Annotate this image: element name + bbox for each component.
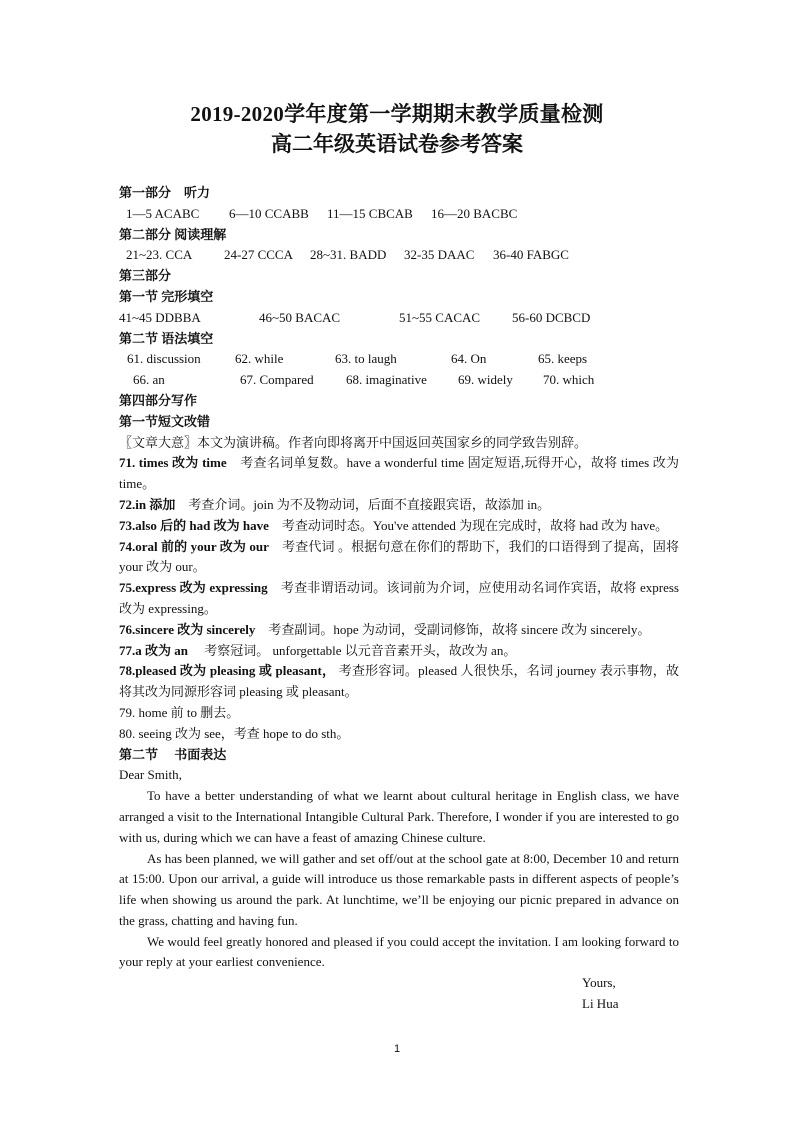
grammar-answer: 69. widely <box>458 372 513 388</box>
correction-item: 79. home 前 to 删去。 <box>119 704 240 720</box>
answer-group: 46~50 BACAC <box>259 309 341 325</box>
correction-key: 77.a 改为 an <box>119 642 188 658</box>
grammar-answer: 63. to laugh <box>335 351 397 367</box>
answer-group: 36-40 FABGC <box>493 247 569 263</box>
passage-summary: 〖文章大意〗本文为演讲稿。作者向即将离开中国返回英国家乡的同学致告别辞。 <box>119 434 588 450</box>
letter-paragraph: We would feel greatly honored and pleased if you could accept the invitation. I am looking forward to your reply at your earliest convenience. <box>119 933 679 970</box>
correction-explanation: 考查形容词。pleased 人很快乐，名词 journey 表示事物，故将其改为同源形容词 pleasing 或 pleasant。 <box>119 663 679 700</box>
correction-explanation: 考查介词。join 为不及物动词，后面不直接跟宾语，故添加 in。 <box>175 496 551 512</box>
correction-item: 80. seeing 改为 see，考查 hope to do sth。 <box>119 725 350 741</box>
part3-sec2-heading: 第二节 语法填空 <box>119 330 214 346</box>
part2-heading: 第二部分 阅读理解 <box>119 226 227 242</box>
grammar-answer: 70. which <box>543 372 595 388</box>
part1-heading: 第一部分 听力 <box>119 185 211 200</box>
grammar-answer: 65. keeps <box>538 351 588 367</box>
correction-item <box>119 495 679 516</box>
grammar-answer: 64. On <box>451 351 487 367</box>
part4-sec2-heading: 第二节 书面表达 <box>119 746 227 762</box>
correction-explanation: 考查副词。hope 为动词，受副词修饰，故将 sincere 改为 sincerely。 <box>255 621 651 637</box>
correction-item <box>119 516 679 537</box>
answer-group: 1—5 ACABC <box>126 205 200 221</box>
correction-key: 78.pleased 改为 pleasing 或 pleasant， <box>119 663 336 679</box>
correction-key: 76.sincere 改为 sincerely <box>119 621 256 637</box>
answer-group: 56-60 DCBCD <box>512 309 591 325</box>
doc-subtitle: 高二年级英语试卷参考答案 <box>271 131 523 156</box>
grammar-row-1 <box>119 349 679 370</box>
part3-heading: 第三部分 <box>119 268 172 284</box>
answer-group: 32-35 DAAC <box>404 247 475 263</box>
grammar-answer: 66. an <box>133 372 165 388</box>
letter-paragraph: To have a better understanding of what we learnt about cultural heritage in English class, we have arranged a visit to the International Intangible Cultural Park. Therefore, I wonder if you are interested to go with us, during which we can have a feast of amazing Chinese culture. <box>119 788 679 845</box>
correction-key: 74.oral 前的 your 改为 our <box>119 538 269 554</box>
correction-explanation: 考查动词时态。You've attended 为现在完成时，故将 had 改为 have。 <box>268 517 669 533</box>
grammar-answer: 62. while <box>235 351 284 367</box>
answer-group: 11—15 CBCAB <box>327 205 413 221</box>
grammar-row-2 <box>119 370 679 391</box>
letter-greeting: Dear Smith, <box>119 767 182 783</box>
answer-group: 51~55 CACAC <box>399 309 481 325</box>
answer-group: 24-27 CCCA <box>224 247 293 263</box>
part3-sec1-answers <box>119 308 679 329</box>
correction-item <box>119 578 679 620</box>
correction-item <box>119 641 679 662</box>
grammar-answer: 67. Compared <box>240 372 314 388</box>
letter-closing: Yours, <box>582 975 616 991</box>
answer-group: 28~31. BADD <box>310 247 387 263</box>
part3-sec1-heading: 第一节 完形填空 <box>119 288 214 304</box>
correction-key: 73.also 后的 had 改为 have <box>119 517 269 533</box>
answer-group: 41~45 DDBBA <box>119 309 201 325</box>
correction-explanation: 考查非谓语动词。该词前为介词，应使用动名词作宾语，故将 express 改为 expressing。 <box>119 580 679 616</box>
correction-explanation: 考察冠词。 unforgettable 以元音音素开头，故改为 an。 <box>187 642 517 658</box>
letter-paragraph: As has been planned, we will gather and set off/out at the school gate at 8:00, December 10 and return at 15:00. Upon our arrival, a guide will introduce us those remarkable pasts in different aspects of people’s life when showing us around the park. At lunchtime, we’ll be enjoying our picnic prepared in advance on the grass, chatting and having fun. <box>119 850 679 928</box>
correction-item <box>119 537 679 579</box>
correction-item <box>119 620 679 641</box>
correction-item <box>119 661 679 703</box>
correction-key: 75.express 改为 expressing <box>119 580 268 596</box>
answer-group: 6—10 CCABB <box>229 205 309 221</box>
correction-explanation: 考查代词 。根据句意在你们的帮助下，我们的口语得到了提高，固将 your 改为 our。 <box>119 538 679 575</box>
answer-body <box>119 183 679 1015</box>
part4-sec1-heading: 第一节短文改错 <box>119 413 211 429</box>
correction-key: 71. times 改为 time <box>119 455 227 471</box>
correction-item <box>119 453 679 495</box>
doc-title: 2019-2020学年度第一学期期末教学质量检测 <box>190 102 604 126</box>
grammar-answer: 61. discussion <box>127 351 201 367</box>
part1-answers <box>119 204 679 225</box>
page-number: 1 <box>393 1043 401 1055</box>
part2-answers <box>119 245 679 266</box>
part4-heading: 第四部分写作 <box>119 392 198 408</box>
correction-explanation: 考查名词单复数。have a wonderful time 固定短语,玩得开心，故将 times 改为 time。 <box>119 455 679 492</box>
correction-key: 72.in 添加 <box>119 496 176 512</box>
answer-group: 21~23. CCA <box>126 247 193 263</box>
answer-group: 16—20 BACBC <box>431 205 518 221</box>
grammar-answer: 68. imaginative <box>346 372 427 388</box>
letter-signature: Li Hua <box>582 996 619 1012</box>
